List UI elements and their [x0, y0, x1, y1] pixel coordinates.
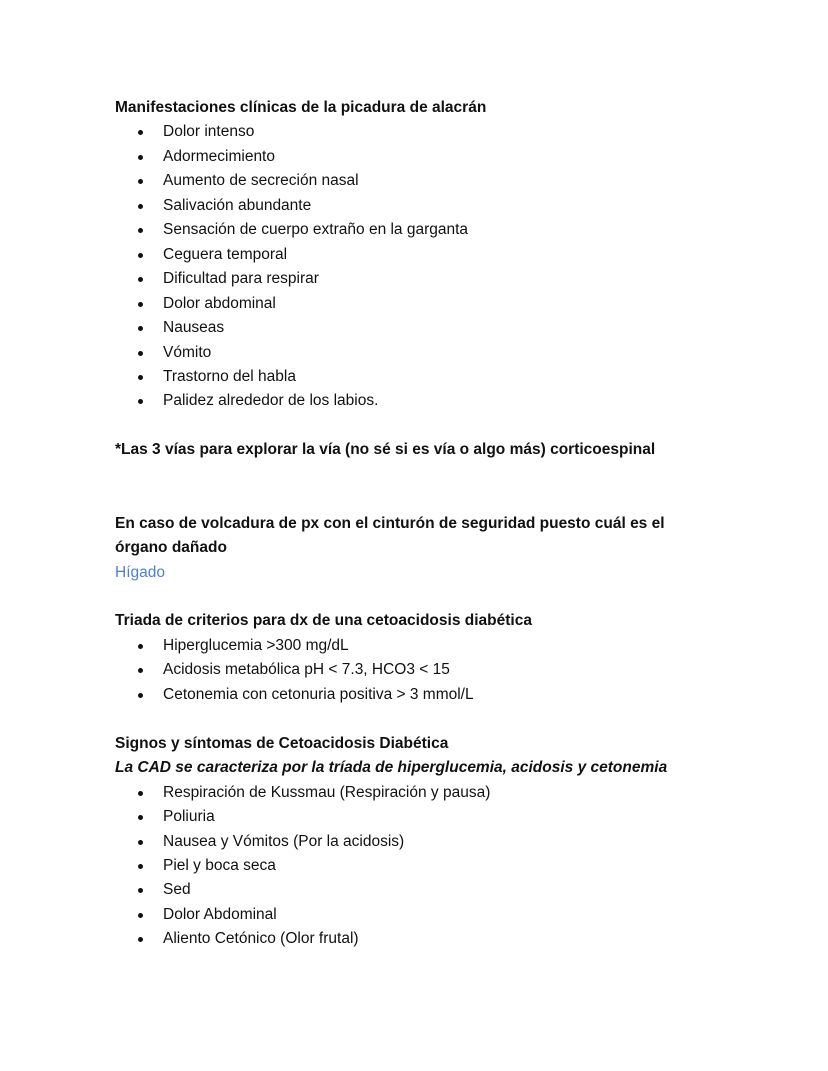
list-item: Palidez alrededor de los labios. — [115, 389, 700, 413]
list-item: Aumento de secreción nasal — [115, 169, 700, 193]
list-item: Ceguera temporal — [115, 243, 700, 267]
list-item: Salivación abundante — [115, 194, 700, 218]
list-item: Sensación de cuerpo extraño en la garganta — [115, 218, 700, 242]
scorpion-sting-symptoms-list — [115, 120, 700, 413]
list-item: Dolor Abdominal — [115, 903, 700, 927]
section-heading: Manifestaciones clínicas de la picadura de alacrán — [115, 99, 487, 116]
list-item: Sed — [115, 878, 700, 902]
section-heading: En caso de volcadura de px con el cinturón de seguridad puesto cuál es el órgano dañado — [115, 514, 665, 557]
list-item: Trastorno del habla — [115, 365, 700, 389]
list-item: Dolor abdominal — [115, 292, 700, 316]
list-item: Respiración de Kussmau (Respiración y pausa) — [115, 781, 700, 805]
list-item: Hiperglucemia >300 mg/dL — [115, 634, 700, 658]
list-item: Aliento Cetónico (Olor frutal) — [115, 927, 700, 951]
list-item: Nausea y Vómitos (Por la acidosis) — [115, 830, 700, 854]
dka-criteria-list — [115, 634, 700, 707]
answer-text: Hígado — [115, 563, 165, 581]
list-item: Piel y boca seca — [115, 854, 700, 878]
list-item: Dolor intenso — [115, 120, 700, 144]
list-item: Adormecimiento — [115, 145, 700, 169]
list-item: Nauseas — [115, 316, 700, 340]
dka-symptoms-list — [115, 781, 700, 952]
section-heading: Signos y síntomas de Cetoacidosis Diabética — [115, 734, 449, 752]
list-item: Poliuria — [115, 805, 700, 829]
list-item: Acidosis metabólica pH < 7.3, HCO3 < 15 — [115, 658, 700, 682]
list-item: Cetonemia con cetonuria positiva > 3 mmol/L — [115, 683, 700, 707]
section-subheading: La CAD se caracteriza por la tríada de hiperglucemia, acidosis y cetonemia — [115, 759, 668, 777]
section-heading: Triada de criterios para dx de una cetoacidosis diabética — [115, 612, 532, 630]
section-heading: *Las 3 vías para explorar la vía (no sé si es vía o algo más) corticoespinal — [115, 441, 656, 459]
list-item: Dificultad para respirar — [115, 267, 700, 291]
document-page — [115, 96, 700, 952]
list-item: Vómito — [115, 341, 700, 365]
